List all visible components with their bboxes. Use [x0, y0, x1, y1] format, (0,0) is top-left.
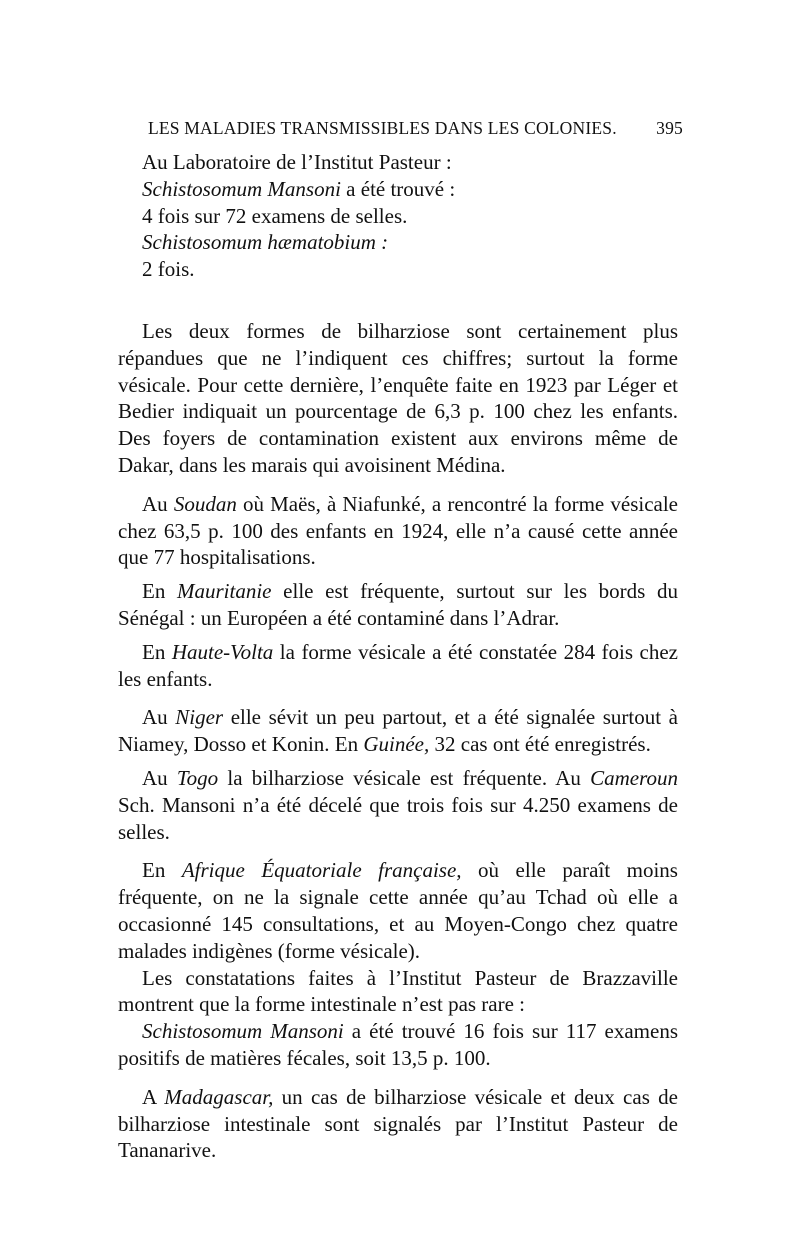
page-number: 395 [656, 118, 683, 138]
paragraph-mauritanie: En Mauritanie elle est fréquente, surtout sur les bords du Sénégal : un Européen a été contaminé dans l’Adrar. [118, 579, 678, 630]
place-haute-volta: Haute-Volta [171, 639, 274, 664]
place-madagascar: Madagascar, [164, 1084, 274, 1109]
paragraph-niger-guinee: Au Niger elle sévit un peu partout, et a été signalée surtout à Niamey, Dosso et Konin. En Guinée, 32 cas ont été enregistrés. [118, 705, 679, 757]
place-cameroun: Cameroun [590, 765, 678, 790]
place-niger: Niger [175, 705, 224, 730]
haematobium-line [118, 229, 678, 256]
place-soudan: Soudan [173, 491, 237, 516]
place-togo: Togo [176, 765, 219, 790]
species-mansoni-brazzaville: Schistosomum Mansoni [142, 1019, 344, 1044]
place-guinee: Guinée, [363, 732, 430, 757]
laboratory-line: Au Laboratoire de l’Institut Pasteur : [142, 150, 452, 174]
running-header [148, 118, 683, 142]
species-haematobium: Schistosomum hæmatobium : [142, 230, 389, 255]
paragraph-haute-volta: En Haute-Volta la forme vésicale a été constatée 284 fois chez les enfants. [118, 639, 679, 691]
running-title: LES MALADIES TRANSMISSIBLES DANS LES COLONIES. [148, 118, 617, 138]
place-mauritanie: Mauritanie [177, 579, 272, 604]
main-text [118, 318, 678, 1164]
species-mansoni: Schistosomum Mansoni [142, 176, 341, 201]
paragraph-brazzaville-result: Schistosomum Mansoni a été trouvé 16 fois sur 117 examens positifs de matières fécales, soit 13,5 p. 100. [118, 1019, 678, 1070]
mansoni-line: Schistosomum Mansoni a été trouvé : [142, 176, 456, 201]
paragraph-brazzaville: Les constatations faites à l’Institut Pasteur de Brazzaville montrent que la forme intestinale n’est pas rare : [118, 965, 678, 1017]
paragraph-prevalence: Les deux formes de bilharziose sont certainement plus répandues que ne l’indiquent ces chiffres; surtout la forme vésicale. Pour cette dernière, l’enquête faite en 1923 par Léger et Bedier indiquait un pourcentage de 6,3 p. 100 chez les enfants. Des foyers de contamination existent aux environs même de Dakar, dans les marais qui avoisinent Médina. [118, 319, 678, 477]
intro-section [118, 149, 678, 283]
paragraph-soudan: Au Soudan où Maës, à Niafunké, a rencontré la forme vésicale chez 63,5 p. 100 des enfants en 1924, elle n’a causé cette année que 77 hospitalisations. [118, 491, 679, 570]
paragraph-afrique-equatoriale: En Afrique Équatoriale française, où elle paraît moins fréquente, on ne la signale cette année qu’au Tchad où elle a occasionné 145 consultations, et au Moyen-Congo chez quatre malades indigènes (forme vésicale). [118, 858, 678, 963]
haematobium-result-line: 2 fois. [142, 257, 195, 282]
mansoni-result-line: 4 fois sur 72 examens de selles. [142, 203, 408, 228]
place-afrique-equatoriale: Afrique Équatoriale française, [181, 858, 462, 883]
paragraph-togo-cameroun: Au Togo la bilharziose vésicale est fréquente. Au Cameroun Sch. Mansoni n’a été décelé que trois fois sur 4.250 examens de selles. [118, 765, 678, 844]
paragraph-madagascar: A Madagascar, un cas de bilharziose vésicale et deux cas de bilharziose intestinale sont signalés par l’Institut Pasteur de Tananarive. [118, 1084, 678, 1163]
